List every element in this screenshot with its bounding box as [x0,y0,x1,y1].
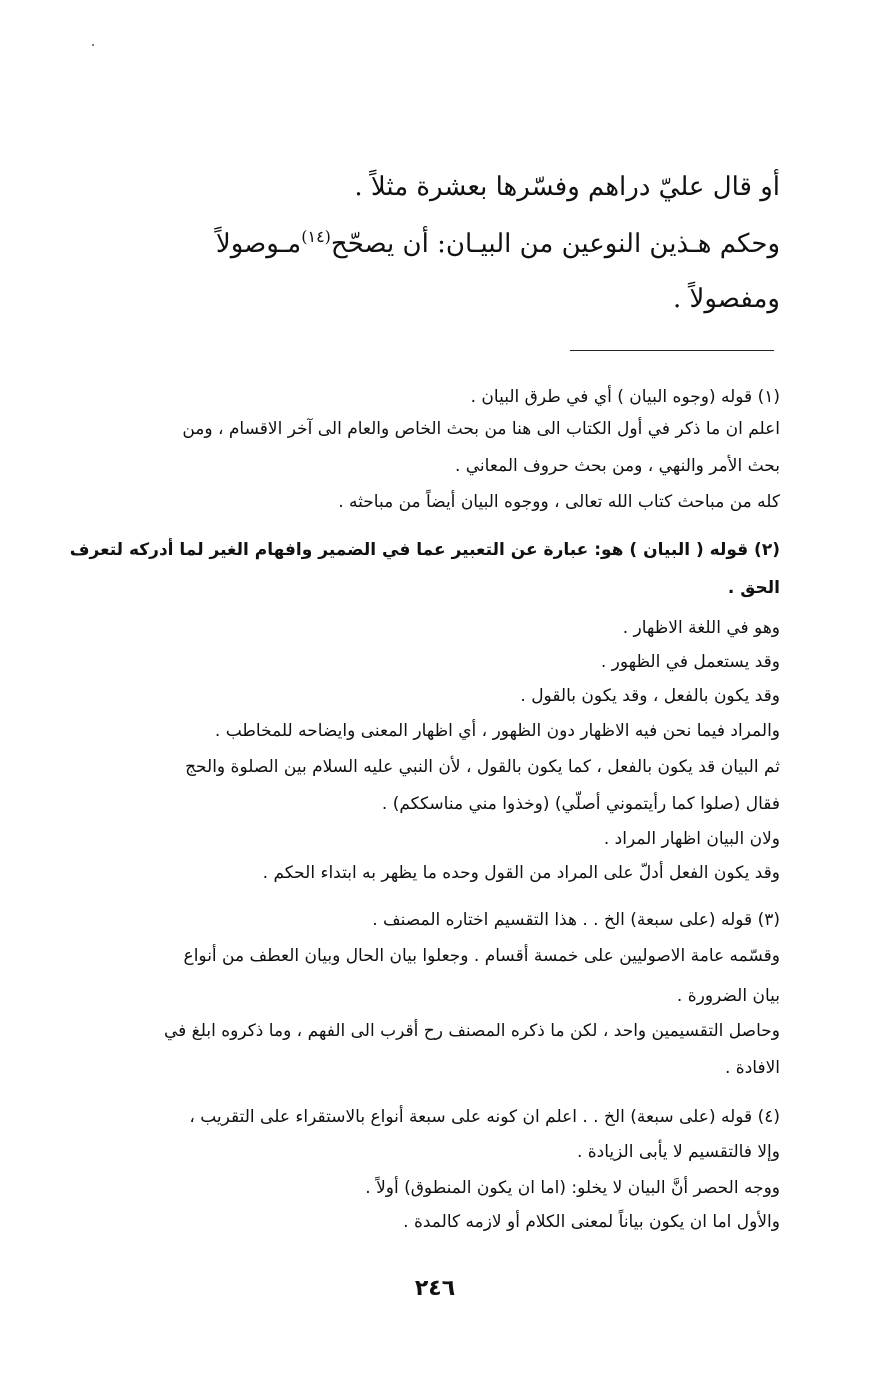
footnote-line: وقد يستعمل في الظهور . [600,652,780,672]
footnote-line: وإلا فالتقسيم لا يأبى الزيادة . [576,1142,780,1162]
footnote-line: وقد يكون بالفعل ، وقد يكون بالقول . [520,686,780,706]
scan-speck [92,44,94,46]
footnote-4-heading: (٤) قوله (على سبعة) الخ . . اعلم ان كونه على سبعة أنواع بالاستقراء على التقريب ، [189,1107,780,1127]
footnote-line: وقد يكون الفعل أدلّ على المراد من القول وحده ما يظهر به ابتداء الحكم . [262,863,780,883]
footnote-line: ولان البيان اظهار المراد . [603,829,780,849]
footnote-line: بحث الأمر والنهي ، ومن بحث حروف المعاني . [454,456,780,476]
footnote-2-heading: (٢) قوله ( البيان ) هو: عبارة عن التعبير عما في الضمير وافهام الغير لما أدركه لتعرف [69,540,780,560]
footnote-line: الافادة . [724,1058,780,1078]
page-number: ٢٤٦ [414,1276,456,1301]
footnote-1-heading: (١) قوله (وجوه البيان ) أي في طرق البيان . [470,387,780,407]
main-text-line-2 [70,229,780,259]
footnote-line: كله من مباحث كتاب الله تعالى ، ووجوه البيان أيضاً من مباحثه . [338,492,780,512]
main-text-line-3: ومفصولاً . [673,284,780,314]
footnote-divider [570,350,774,351]
footnote-line: فقال (صلوا كما رأيتموني أصلّي) (وخذوا مني مناسككم) . [381,794,780,814]
main-text-line-2-body: وحكم هـذين النوعين من البيـان: أن يصحّح [330,229,780,259]
footnote-line: والمراد فيما نحن فيه الاظهار دون الظهور ، أي اظهار المعنى وايضاحه للمخاطب . [214,721,780,741]
footnote-line: اعلم ان ما ذكر في أول الكتاب الى هنا من بحث الخاص والعام الى آخر الاقسام ، ومن [182,419,780,439]
main-text-line-2-tail: مـوصولاً [215,229,302,259]
footnote-line: وهو في اللغة الاظهار . [622,618,780,638]
footnote-line: ووجه الحصر أنَّ البيان لا يخلو: (اما ان يكون المنطوق) أولاً . [365,1178,780,1198]
footnote-line: وقسّمه عامة الاصوليين على خمسة أقسام . وجعلوا بيان الحال وبيان العطف من أنواع [183,946,780,966]
footnote-line: والأول اما ان يكون بياناً لمعنى الكلام أو لازمه كالمدة . [403,1212,780,1232]
footnote-ref-14: (١٤) [301,227,331,246]
main-text-line-1: أو قال عليّ دراهم وفسّرها بعشرة مثلاً . [354,172,780,202]
footnote-3-heading: (٣) قوله (على سبعة) الخ . . هذا التقسيم اختاره المصنف . [372,910,780,930]
footnote-line: الحق . [727,578,780,598]
footnote-line: وحاصل التقسيمين واحد ، لكن ما ذكره المصنف رح أقرب الى الفهم ، وما ذكروه ابلغ في [163,1021,780,1041]
footnote-line: بيان الضرورة . [676,986,780,1006]
footnote-line: ثم البيان قد يكون بالفعل ، كما يكون بالقول ، لأن النبي عليه السلام بين الصلوة والحج [185,757,780,777]
